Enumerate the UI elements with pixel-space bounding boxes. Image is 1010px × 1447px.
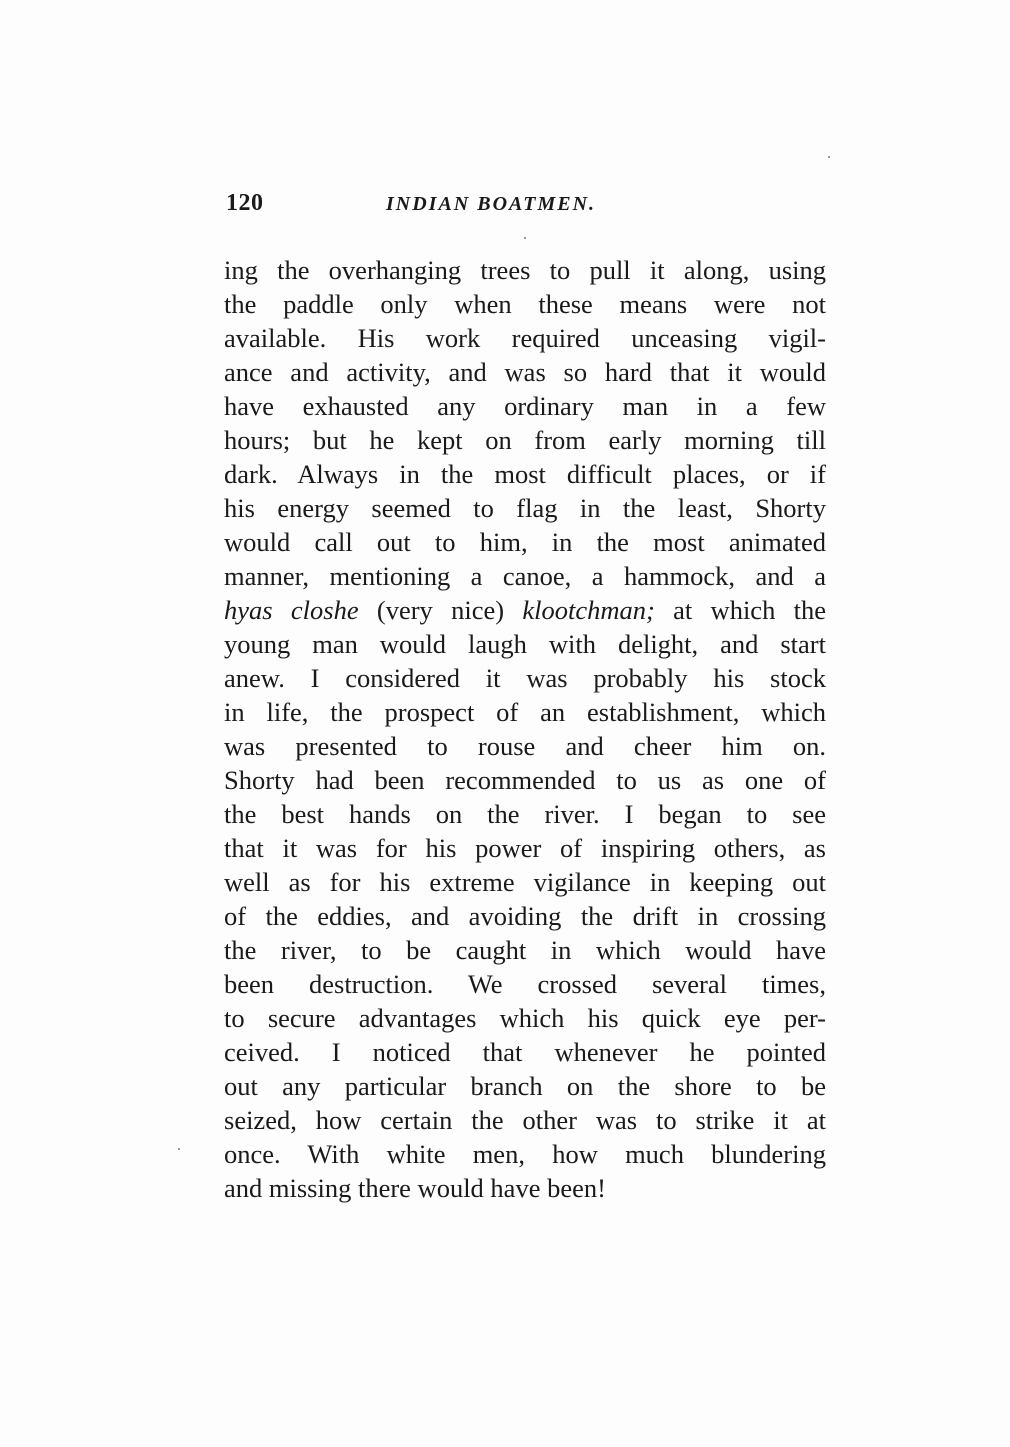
text-line: well as for his extreme vigilance in keeping out bbox=[224, 867, 826, 897]
text-line: anew. I considered it was probably his stock bbox=[224, 663, 826, 693]
page-number: 120 bbox=[226, 190, 264, 216]
text-line: available. His work required unceasing vigil- bbox=[224, 323, 826, 353]
text-line: was presented to rouse and cheer him on. bbox=[224, 731, 826, 761]
text-line: have exhausted any ordinary man in a few bbox=[224, 391, 826, 421]
paper-speck bbox=[178, 1148, 180, 1150]
text-line: and missing there would have been! bbox=[224, 1173, 606, 1203]
text-line: that it was for his power of inspiring others, as bbox=[224, 833, 826, 863]
text-line: Shorty had been recommended to us as one of bbox=[224, 765, 826, 795]
text-line: the river, to be caught in which would have bbox=[224, 935, 826, 965]
italic-phrase: klootchman; bbox=[522, 595, 655, 625]
text-line: of the eddies, and avoiding the drift in crossing bbox=[224, 901, 826, 931]
italic-phrase: hyas closhe bbox=[224, 595, 359, 625]
text-line: ceived. I noticed that whenever he pointed bbox=[224, 1037, 826, 1067]
body-text bbox=[224, 253, 826, 1205]
page-header bbox=[226, 190, 826, 220]
text-line: been destruction. We crossed several times, bbox=[224, 969, 826, 999]
text-line: manner, mentioning a canoe, a hammock, and a bbox=[224, 561, 826, 591]
text-line: would call out to him, in the most animated bbox=[224, 527, 826, 557]
text-line: to secure advantages which his quick eye per- bbox=[224, 1003, 826, 1033]
text-run: at which the bbox=[654, 595, 826, 625]
running-head: INDIAN BOATMEN. bbox=[386, 193, 597, 215]
text-line: out any particular branch on the shore to be bbox=[224, 1071, 826, 1101]
paper-speck bbox=[828, 156, 830, 158]
text-line: young man would laugh with delight, and start bbox=[224, 629, 826, 659]
text-run: (very nice) bbox=[358, 595, 523, 625]
text-line: hours; but he kept on from early morning till bbox=[224, 425, 826, 455]
text-line-mixed bbox=[224, 593, 826, 627]
paper-speck bbox=[524, 237, 526, 239]
text-line: ance and activity, and was so hard that it would bbox=[224, 357, 826, 387]
text-line: ing the overhanging trees to pull it along, using bbox=[224, 255, 826, 285]
text-line: once. With white men, how much blundering bbox=[224, 1139, 826, 1169]
text-line: dark. Always in the most difficult places, or if bbox=[224, 459, 826, 489]
text-line: his energy seemed to flag in the least, Shorty bbox=[224, 493, 826, 523]
text-line: the best hands on the river. I began to see bbox=[224, 799, 826, 829]
text-line: the paddle only when these means were not bbox=[224, 289, 826, 319]
text-line: seized, how certain the other was to strike it at bbox=[224, 1105, 826, 1135]
text-line: in life, the prospect of an establishment, which bbox=[224, 697, 826, 727]
